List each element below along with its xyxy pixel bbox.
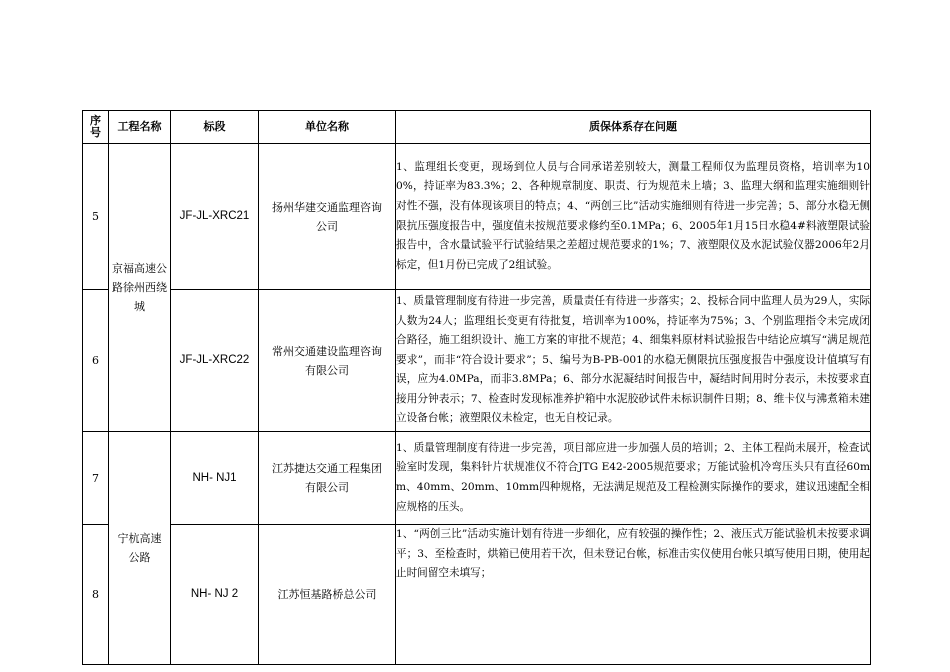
row-issues: 1、质量管理制度有待进一步完善，项目部应进一步加强人员的培训；2、主体工程尚未展开，检查试验室时发现，集料针片状规准仪不符合JTG E42-2005规范要求；万能试验机冷弯压头只有直径60mm、40mm、20mm、10mm四种规格，无法满足规范及工程检测实际操作的要求，建议迅速配全相应规格的压头。 (396, 432, 871, 525)
row-issues: 1、质量管理制度有待进一步完善，质量责任有待进一步落实；2、投标合同中监理人员为29人，实际人数为24人；监理组长变更有待批复，培训率为100%，持证率为75%；3、个别监理指令未完成闭合路径，施工组织设计、施工方案的审批不规范；4、细集料原材料试验报告中结论应填写“满足规范要求”，而非“符合设计要求”；5、编号为B-PB-001的水稳无侧限抗压强度报告中强度设计值填写有误，应为4.0MPa，而非3.8MPa；6、部分水泥凝结时间报告中，凝结时间用时分表示，未按要求直接用分钟表示；7、检查时发现标准养护箱中水泥胶砂试件未标识制件日期；8、维卡仪与沸煮箱未建立设备台帐；液塑限仪未检定，也无自校记录。 (396, 290, 871, 432)
row-seq: 7 (83, 432, 109, 525)
table-row (83, 432, 871, 525)
header-row (83, 111, 871, 144)
row-unit: 江苏恒基路桥总公司 (259, 525, 396, 665)
row-seq: 8 (83, 525, 109, 665)
project-name: 京福高速公路徐州西绕城 (109, 144, 171, 432)
header-issues: 质保体系存在问题 (396, 111, 871, 144)
header-unit: 单位名称 (259, 111, 396, 144)
table-row (83, 290, 871, 432)
row-section: JF-JL-XRC21 (171, 144, 259, 290)
project-name: 宁杭高速公路 (109, 432, 171, 665)
row-unit: 常州交通建设监理咨询有限公司 (259, 290, 396, 432)
quality-issues-table (82, 110, 871, 665)
header-section: 标段 (171, 111, 259, 144)
row-seq: 6 (83, 290, 109, 432)
row-section: NH- NJ 2 (171, 525, 259, 665)
table-row (83, 144, 871, 290)
header-project: 工程名称 (109, 111, 171, 144)
table-row (83, 525, 871, 665)
row-unit: 江苏捷达交通工程集团有限公司 (259, 432, 396, 525)
row-issues: 1、监理组长变更，现场到位人员与合同承诺差别较大，测量工程师仅为监理员资格，培训率为100%，持证率为83.3%；2、各种规章制度、职责、行为规范未上墙；3、监理大纲和监理实施细则针对性不强，没有体现该项目的特点；4、“两创三比”活动实施细则有待进一步完善；5、部分水稳无侧限抗压强度报告中，强度值未按规范要求修约至0.1MPa；6、2005年1月15日水稳4#料液塑限试验报告中，含水量试验平行试验结果之差超过规范要求的1%；7、液塑限仪及水泥试验仪器2006年2月标定，但1月份已完成了2组试验。 (396, 144, 871, 290)
row-section: JF-JL-XRC22 (171, 290, 259, 432)
header-seq: 序号 (83, 111, 109, 144)
row-unit: 扬州华建交通监理咨询公司 (259, 144, 396, 290)
row-section: NH- NJ1 (171, 432, 259, 525)
row-seq: 5 (83, 144, 109, 290)
row-issues: 1、“两创三比”活动实施计划有待进一步细化，应有较强的操作性；2、液压式万能试验机未按要求调平；3、至检查时，烘箱已使用若干次，但未登记台帐，标准击实仪使用台帐只填写使用日期，使用起止时间留空未填写； (396, 525, 871, 665)
